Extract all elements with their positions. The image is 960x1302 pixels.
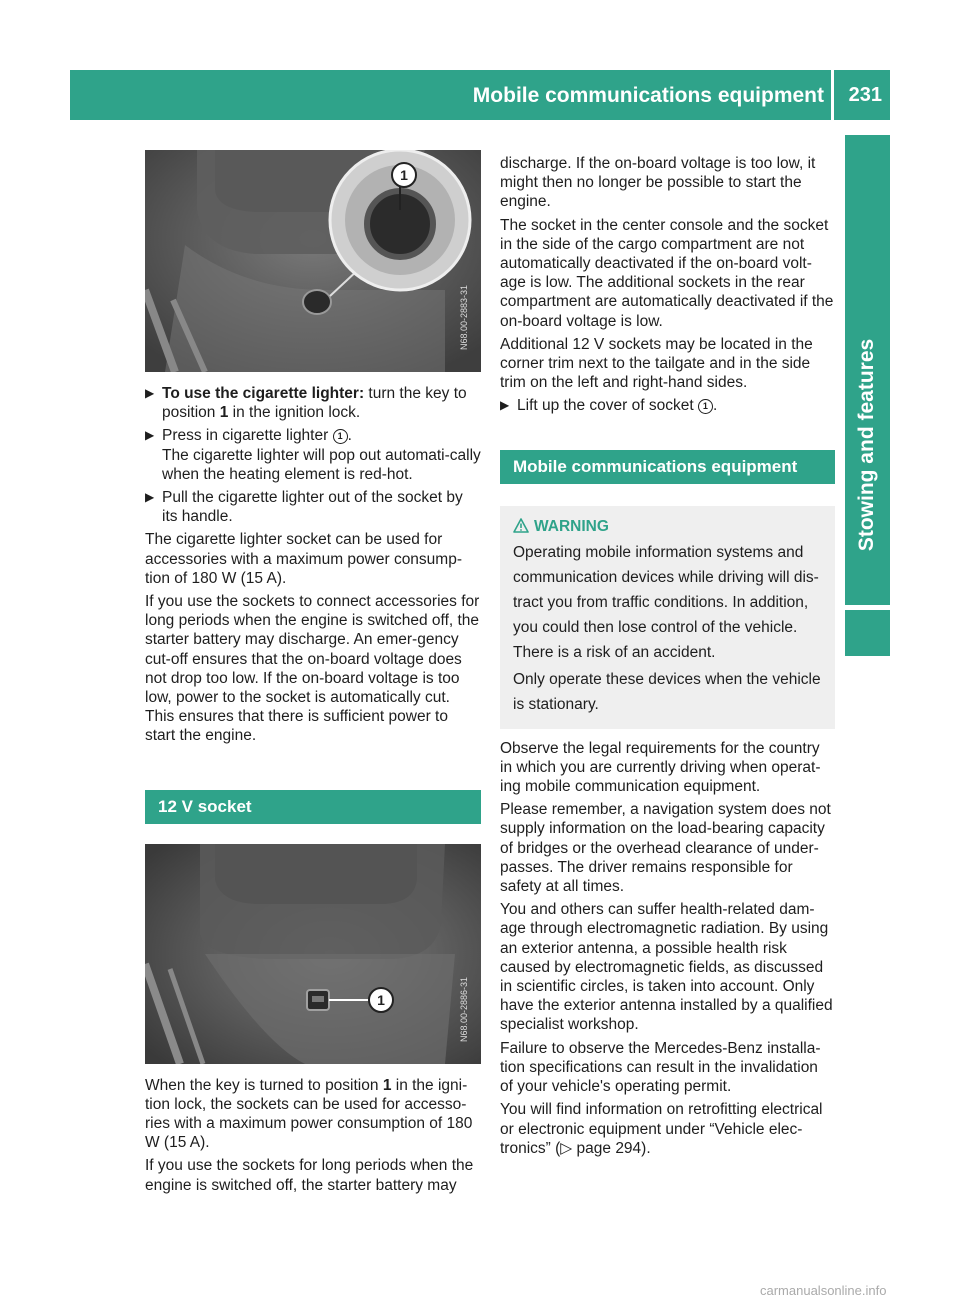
page-number: 231 — [848, 84, 882, 106]
step-press-lighter: ▶ Press in cigarette lighter 1 . The cigarette lighter will pop out automati-cally when the heating element is red-hot. — [145, 427, 481, 483]
paragraph: Please remember, a navigation system does not supply information on the load-bearing capacity of bridges or the overhead clearance of under-passes. The driver remains responsible for safety at all times. — [500, 801, 831, 896]
header-title: Mobile communications equipment — [472, 84, 824, 107]
header-separator — [831, 70, 834, 120]
left-column — [145, 150, 481, 1199]
right-column — [500, 154, 835, 1162]
header-bar — [70, 70, 890, 120]
paragraph: Failure to observe the Mercedes-Benz installa-tion specifications can result in the invalidation of your vehicle's operating permit. — [500, 1039, 821, 1096]
page-reference-link[interactable]: page 294). — [572, 1139, 651, 1157]
paragraph: If you use the sockets for long periods when the engine is switched off, the starter battery may — [145, 1157, 474, 1194]
step-arrow-icon: ▶ — [500, 398, 510, 413]
warning-triangle-icon — [513, 518, 529, 533]
step-arrow-icon: ▶ — [145, 386, 155, 400]
step-lift-cover: ▶ Lift up the cover of socket 1 . — [500, 397, 718, 415]
photo1-callout: 1 — [400, 167, 408, 183]
side-tab-marker — [845, 610, 890, 656]
paragraph: The socket in the center console and the socket in the side of the cargo compartment are not automatically deactivated if the on-board volt-age is low. The additional sockets in the rear compartment are automatically deactivated if the on-board voltage is low. — [500, 216, 834, 330]
step-pull-lighter: ▶ Pull the cigarette lighter out of the socket by its handle. — [145, 489, 463, 526]
paragraph: The cigarette lighter socket can be used for accessories with a maximum power consump-tion of 180 W (15 A). — [145, 531, 462, 587]
paragraph: Observe the legal requirements for the country in which you are currently driving when operat-ing mobile communication equipment. — [500, 739, 821, 796]
paragraph: When the key is turned to position 1 in the igni-tion lock, the sockets can be used for accesso-ries with a maximum power consumption of 180 W (15 A). — [145, 1076, 473, 1152]
side-tab-label: Stowing and features — [855, 338, 878, 552]
section-heading-12v-socket: 12 V socket — [145, 790, 481, 824]
paragraph: You and others can suffer health-related dam-age through electromagnetic radiation. By using an exterior antenna, a possible health risk caused by electromagnetic fields, as discussed in scientific circles, is taken into account. Only have the exterior antenna installed by a qualified specialist workshop. — [500, 901, 833, 1034]
callout-1-icon: 1 — [333, 429, 348, 444]
warning-heading: WARNING — [513, 514, 823, 539]
12v-socket-photo — [145, 844, 481, 1064]
paragraph: discharge. If the on-board voltage is too low, it might then no longer be possible to start the engine. — [500, 155, 816, 211]
section-heading-mobile-communications: Mobile communications equipment — [500, 450, 835, 484]
warning-box — [500, 506, 835, 729]
photo2-code: N68.00-2886-31 — [459, 976, 469, 1042]
cigarette-lighter-photo — [145, 150, 481, 372]
warning-text: Only operate these devices when the vehicle is stationary. — [513, 670, 821, 713]
callout-1-icon: 1 — [698, 399, 713, 414]
paragraph: You will find information on retrofitting electrical or electronic equipment under “Vehicle elec-tronics” (▷ page 294). — [500, 1101, 823, 1157]
paragraph: If you use the sockets to connect accessories for long periods when the engine is switched off, the starter battery may discharge. An emer-gency cut-off ensures that the on-board voltage does not drop too low. If the on-board voltage is too low, power to the socket is automatically cut. This ensures that there is sufficient power to start the engine. — [145, 593, 480, 745]
page-ref-arrow-icon: ▷ — [560, 1139, 573, 1157]
photo2-callout: 1 — [377, 991, 385, 1008]
step-arrow-icon: ▶ — [145, 428, 155, 443]
footer-watermark: carmanualsonline.info — [760, 1283, 887, 1298]
photo1-code: N68.00-2883-31 — [459, 284, 469, 350]
step-use-lighter: ▶ To use the cigarette lighter: turn the key to position 1 in the ignition lock. — [145, 385, 467, 422]
paragraph: Additional 12 V sockets may be located in the corner trim next to the tailgate and in the side trim on the left and right-hand sides. — [500, 335, 813, 392]
warning-text: Operating mobile information systems and communication devices while driving will dis-tract you from traffic conditions. In addition, you could then lose control of the vehicle. There is a risk of an accident. — [513, 543, 819, 661]
step-arrow-icon: ▶ — [145, 490, 155, 505]
